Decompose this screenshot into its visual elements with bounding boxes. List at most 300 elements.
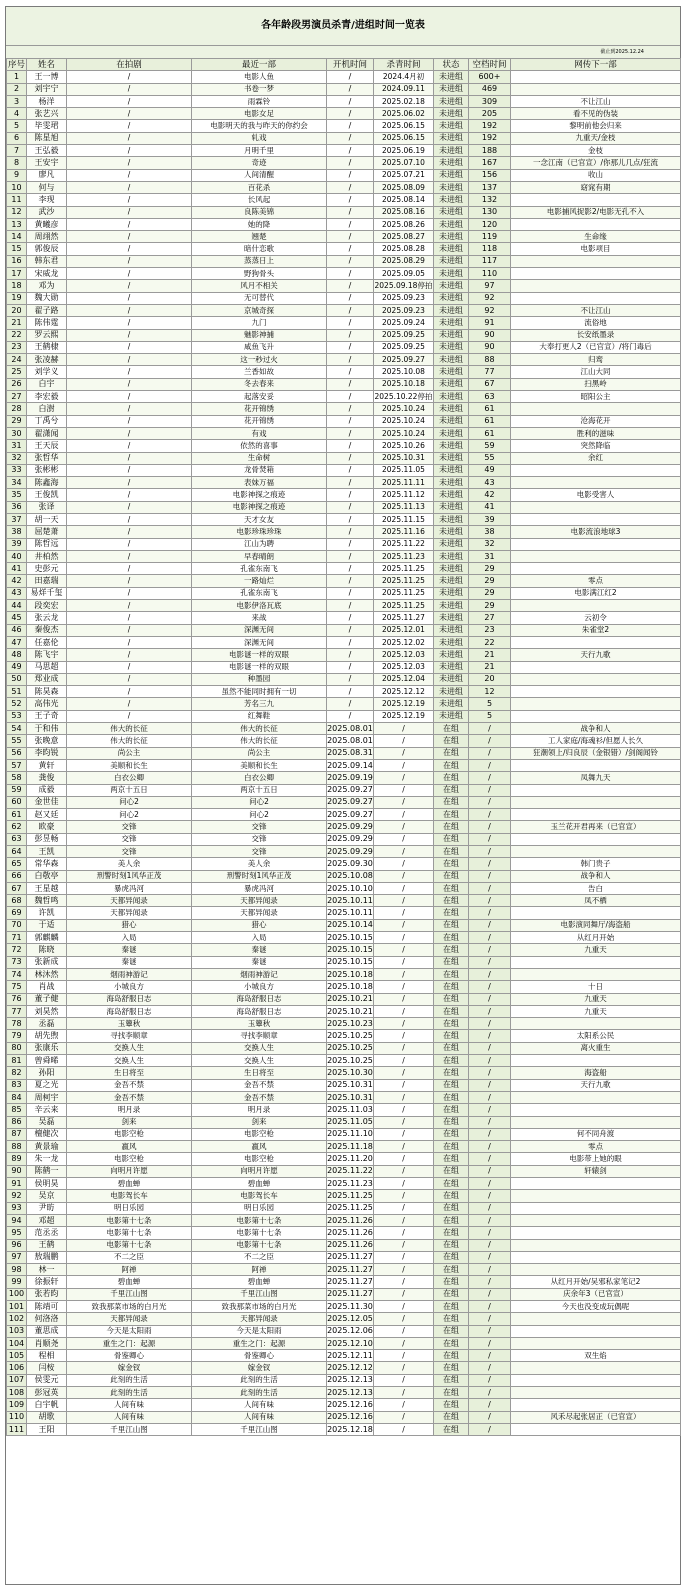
cell-start-date: 2025.10.31 — [327, 1091, 374, 1103]
cell-index: 78 — [7, 1018, 27, 1030]
cell-filming: / — [67, 427, 192, 439]
cell-filming: / — [67, 280, 192, 292]
cell-status: 未进组 — [434, 661, 469, 673]
cell-status: 未进组 — [434, 686, 469, 698]
cell-status: 在组 — [434, 759, 469, 771]
cell-status: 在组 — [434, 1227, 469, 1239]
cell-next-project — [511, 477, 681, 489]
cell-name: 井柏然 — [27, 550, 67, 562]
cell-next-project — [511, 1018, 681, 1030]
cell-wrap-date: / — [374, 1104, 434, 1116]
cell-filming: / — [67, 513, 192, 525]
cell-start-date: / — [327, 83, 374, 95]
cell-next-project: 天行九歌 — [511, 1079, 681, 1091]
cell-index: 24 — [7, 354, 27, 366]
table-row — [7, 243, 681, 255]
cell-gap: / — [469, 919, 511, 931]
table-row — [7, 1251, 681, 1263]
table-row — [7, 1178, 681, 1190]
cell-name: 魏哲鸣 — [27, 895, 67, 907]
cell-latest: 海岛舒服日志 — [192, 1005, 327, 1017]
cell-latest: 两京十五日 — [192, 784, 327, 796]
cell-status: 未进组 — [434, 600, 469, 612]
cell-index: 103 — [7, 1325, 27, 1337]
cell-next-project: 离火重生 — [511, 1042, 681, 1054]
cell-start-date: 2025.12.16 — [327, 1399, 374, 1411]
cell-wrap-date: 2025.12.01 — [374, 624, 434, 636]
sheet-title: 各年龄段男演员杀青/进组时间一览表 — [6, 7, 680, 46]
cell-filming: 碧血蝉 — [67, 1276, 192, 1288]
cell-wrap-date: / — [374, 1313, 434, 1325]
cell-gap: 32 — [469, 538, 511, 550]
cell-latest: 骨鉴卿心 — [192, 1350, 327, 1362]
table-row — [7, 587, 681, 599]
cell-status: 在组 — [434, 1423, 469, 1435]
cell-index: 25 — [7, 366, 27, 378]
cell-filming: / — [67, 673, 192, 685]
table-row — [7, 538, 681, 550]
cell-wrap-date: / — [374, 858, 434, 870]
cell-filming: 骨鉴卿心 — [67, 1350, 192, 1362]
header-latest: 最近一部 — [192, 59, 327, 71]
cell-latest: 明日乐园 — [192, 1202, 327, 1214]
cell-latest: 风月不相关 — [192, 280, 327, 292]
cell-latest: 此刻的生活 — [192, 1374, 327, 1386]
cell-filming: / — [67, 636, 192, 648]
cell-name: 董思成 — [27, 1325, 67, 1337]
table-row — [7, 710, 681, 722]
cell-next-project — [511, 218, 681, 230]
cell-next-project: 黎明前他会归来 — [511, 120, 681, 132]
cell-wrap-date: 2025.12.02 — [374, 636, 434, 648]
cell-filming: / — [67, 440, 192, 452]
cell-wrap-date: / — [374, 759, 434, 771]
cell-index: 66 — [7, 870, 27, 882]
cell-latest: 人间清醒 — [192, 169, 327, 181]
cell-wrap-date: 2025.11.25 — [374, 587, 434, 599]
cell-index: 99 — [7, 1276, 27, 1288]
cell-name: 欧豪 — [27, 821, 67, 833]
cell-wrap-date: / — [374, 846, 434, 858]
cell-name: 王星越 — [27, 882, 67, 894]
cell-name: 李昀锐 — [27, 747, 67, 759]
cell-latest: 生日将至 — [192, 1067, 327, 1079]
cell-name: 尹昉 — [27, 1202, 67, 1214]
cell-latest: 碧血蝉 — [192, 1178, 327, 1190]
cell-name: 朱一龙 — [27, 1153, 67, 1165]
table-row — [7, 636, 681, 648]
cell-index: 35 — [7, 489, 27, 501]
cell-gap: / — [469, 1300, 511, 1312]
cell-name: 常华森 — [27, 858, 67, 870]
cell-next-project — [511, 698, 681, 710]
cell-latest: 电影谜一样的双眼 — [192, 649, 327, 661]
cell-status: 未进组 — [434, 329, 469, 341]
cell-filming: 交锋 — [67, 846, 192, 858]
cell-status: 在组 — [434, 919, 469, 931]
cell-latest: 芳名三九 — [192, 698, 327, 710]
cell-name: 王阳 — [27, 1423, 67, 1435]
cell-next-project — [511, 1227, 681, 1239]
cell-gap: / — [469, 1128, 511, 1140]
cell-latest: 蒸蒸日上 — [192, 255, 327, 267]
cell-wrap-date: / — [374, 1276, 434, 1288]
cell-gap: / — [469, 1239, 511, 1251]
cell-status: 在组 — [434, 772, 469, 784]
cell-start-date: / — [327, 612, 374, 624]
cell-latest: 表妹万福 — [192, 477, 327, 489]
cell-status: 在组 — [434, 956, 469, 968]
cell-start-date: 2025.10.18 — [327, 968, 374, 980]
table-row — [7, 1141, 681, 1153]
cell-name: 陈伟霆 — [27, 317, 67, 329]
cell-name: 翟潇闻 — [27, 427, 67, 439]
cell-gap: / — [469, 981, 511, 993]
table-row — [7, 809, 681, 821]
cell-start-date: 2025.10.15 — [327, 944, 374, 956]
cell-next-project — [511, 600, 681, 612]
cell-index: 73 — [7, 956, 27, 968]
cell-index: 63 — [7, 833, 27, 845]
cell-latest: 玉簟秋 — [192, 1018, 327, 1030]
cell-start-date: / — [327, 181, 374, 193]
cell-name: 陈鹤一 — [27, 1165, 67, 1177]
cell-status: 未进组 — [434, 169, 469, 181]
cell-filming: / — [67, 649, 192, 661]
table-row — [7, 858, 681, 870]
cell-name: 张新成 — [27, 956, 67, 968]
cell-gap: / — [469, 759, 511, 771]
cell-filming: 电影第十七条 — [67, 1227, 192, 1239]
cell-filming: 明月录 — [67, 1104, 192, 1116]
cell-name: 张康乐 — [27, 1042, 67, 1054]
cell-start-date: / — [327, 268, 374, 280]
schedule-table — [6, 58, 681, 1436]
cell-latest: 伟大的长征 — [192, 735, 327, 747]
cell-next-project: 窈窕有期 — [511, 181, 681, 193]
cell-next-project — [511, 1337, 681, 1349]
cell-filming: 问心2 — [67, 796, 192, 808]
cell-name: 金世佳 — [27, 796, 67, 808]
cell-status: 在组 — [434, 1018, 469, 1030]
cell-next-project: 收山 — [511, 169, 681, 181]
cell-status: 在组 — [434, 1300, 469, 1312]
table-row — [7, 194, 681, 206]
table-row — [7, 932, 681, 944]
cell-latest: 明月录 — [192, 1104, 327, 1116]
cell-index: 83 — [7, 1079, 27, 1091]
table-row — [7, 612, 681, 624]
cell-start-date: 2025.11.26 — [327, 1239, 374, 1251]
table-row — [7, 145, 681, 157]
cell-gap: 55 — [469, 452, 511, 464]
cell-wrap-date: 2025.06.15 — [374, 132, 434, 144]
cell-start-date: 2025.09.27 — [327, 796, 374, 808]
table-row — [7, 1288, 681, 1300]
cell-gap: 132 — [469, 194, 511, 206]
cell-name: 王子奇 — [27, 710, 67, 722]
cell-gap: / — [469, 1214, 511, 1226]
cell-gap: 49 — [469, 464, 511, 476]
cell-latest: 花开锦绣 — [192, 403, 327, 415]
cell-wrap-date: / — [374, 1362, 434, 1374]
cell-filming: 人间有味 — [67, 1399, 192, 1411]
cell-name: 何与 — [27, 181, 67, 193]
cell-latest: 白衣公卿 — [192, 772, 327, 784]
cell-wrap-date: / — [374, 895, 434, 907]
cell-filming: / — [67, 243, 192, 255]
cell-start-date: 2025.11.27 — [327, 1264, 374, 1276]
cell-next-project — [511, 833, 681, 845]
cell-name: 陈昊森 — [27, 686, 67, 698]
table-row — [7, 870, 681, 882]
cell-latest: 秦谜 — [192, 956, 327, 968]
cell-status: 在组 — [434, 809, 469, 821]
cell-start-date: / — [327, 587, 374, 599]
cell-index: 62 — [7, 821, 27, 833]
table-row — [7, 108, 681, 120]
cell-filming: / — [67, 550, 192, 562]
cell-index: 61 — [7, 809, 27, 821]
cell-next-project: 电影带上她的眼 — [511, 1153, 681, 1165]
cell-next-project — [511, 759, 681, 771]
cell-start-date: / — [327, 145, 374, 157]
cell-index: 71 — [7, 932, 27, 944]
cell-next-project — [511, 1055, 681, 1067]
cell-latest: 野狗骨头 — [192, 268, 327, 280]
cell-status: 在组 — [434, 833, 469, 845]
cell-next-project: 九重天 — [511, 944, 681, 956]
cell-gap: 92 — [469, 292, 511, 304]
cell-start-date: 2025.11.26 — [327, 1227, 374, 1239]
cell-wrap-date: 2025.09.25 — [374, 341, 434, 353]
cell-name: 丁禹兮 — [27, 415, 67, 427]
cell-index: 17 — [7, 268, 27, 280]
cell-wrap-date: / — [374, 907, 434, 919]
cell-next-project — [511, 194, 681, 206]
table-row — [7, 317, 681, 329]
cell-status: 在组 — [434, 1374, 469, 1386]
table-row — [7, 1214, 681, 1226]
cell-start-date: 2025.08.01 — [327, 735, 374, 747]
cell-name: 秦俊杰 — [27, 624, 67, 636]
cell-next-project — [511, 1214, 681, 1226]
cell-gap: 63 — [469, 391, 511, 403]
cell-status: 在组 — [434, 895, 469, 907]
table-row — [7, 993, 681, 1005]
cell-name: 胡一天 — [27, 513, 67, 525]
table-row — [7, 1165, 681, 1177]
cell-filming: / — [67, 169, 192, 181]
cell-filming: 天都异闻录 — [67, 907, 192, 919]
cell-gap: 137 — [469, 181, 511, 193]
cell-status: 在组 — [434, 747, 469, 759]
cell-next-project: 余红 — [511, 452, 681, 464]
cell-gap: / — [469, 846, 511, 858]
cell-gap: / — [469, 821, 511, 833]
cell-start-date: 2025.12.13 — [327, 1387, 374, 1399]
cell-start-date: / — [327, 427, 374, 439]
cell-next-project: 胜利的滋味 — [511, 427, 681, 439]
cell-wrap-date: / — [374, 784, 434, 796]
cell-latest: 致我那菜市场的白月光 — [192, 1300, 327, 1312]
cell-status: 未进组 — [434, 108, 469, 120]
table-row — [7, 268, 681, 280]
cell-next-project: 生命缘 — [511, 231, 681, 243]
cell-start-date: / — [327, 526, 374, 538]
cell-index: 12 — [7, 206, 27, 218]
cell-name: 王鹤棣 — [27, 341, 67, 353]
cell-start-date: 2025.09.14 — [327, 759, 374, 771]
cell-status: 在组 — [434, 981, 469, 993]
cell-status: 未进组 — [434, 612, 469, 624]
cell-index: 76 — [7, 993, 27, 1005]
cell-filming: 秦谜 — [67, 956, 192, 968]
cell-start-date: 2025.11.18 — [327, 1141, 374, 1153]
table-row — [7, 846, 681, 858]
cell-index: 101 — [7, 1300, 27, 1312]
cell-latest: 秦谜 — [192, 944, 327, 956]
cell-filming: / — [67, 698, 192, 710]
cell-index: 51 — [7, 686, 27, 698]
cell-start-date: / — [327, 600, 374, 612]
cell-name: 徐振轩 — [27, 1276, 67, 1288]
cell-index: 98 — [7, 1264, 27, 1276]
cell-name: 敖瑞鹏 — [27, 1251, 67, 1263]
table-row — [7, 1030, 681, 1042]
table-row — [7, 403, 681, 415]
cell-latest: 暴虎冯河 — [192, 882, 327, 894]
cell-next-project: 从红月开始 — [511, 932, 681, 944]
cell-status: 未进组 — [434, 391, 469, 403]
cell-wrap-date: 2025.06.15 — [374, 120, 434, 132]
cell-next-project: 电影捕风捉影2/电影无孔不入 — [511, 206, 681, 218]
cell-index: 46 — [7, 624, 27, 636]
cell-index: 90 — [7, 1165, 27, 1177]
cell-filming: 电影第十七条 — [67, 1239, 192, 1251]
cell-gap: 21 — [469, 649, 511, 661]
cell-filming: 今天是太阳雨 — [67, 1325, 192, 1337]
cell-filming: / — [67, 587, 192, 599]
cell-name: 张凌赫 — [27, 354, 67, 366]
table-row — [7, 513, 681, 525]
cell-index: 110 — [7, 1411, 27, 1423]
cell-gap: 29 — [469, 575, 511, 587]
cell-status: 未进组 — [434, 206, 469, 218]
cell-status: 在组 — [434, 1399, 469, 1411]
cell-wrap-date: 2025.08.29 — [374, 255, 434, 267]
cell-gap: / — [469, 1227, 511, 1239]
table-row — [7, 772, 681, 784]
cell-start-date: 2025.11.27 — [327, 1288, 374, 1300]
cell-filming: 千里江山图 — [67, 1288, 192, 1300]
cell-index: 59 — [7, 784, 27, 796]
cell-filming: 嫁金钗 — [67, 1362, 192, 1374]
table-row — [7, 181, 681, 193]
cell-start-date: 2025.11.05 — [327, 1116, 374, 1128]
cell-next-project: 狂潮领上/归良辰（金银错）/剑阁闻铃 — [511, 747, 681, 759]
cell-latest: 翘楚 — [192, 231, 327, 243]
cell-filming: 小城良方 — [67, 981, 192, 993]
cell-wrap-date: / — [374, 1005, 434, 1017]
cell-start-date: / — [327, 95, 374, 107]
cell-status: 在组 — [434, 1350, 469, 1362]
cell-filming: / — [67, 661, 192, 673]
cell-next-project — [511, 1239, 681, 1251]
cell-name: 肖战 — [27, 981, 67, 993]
cell-index: 45 — [7, 612, 27, 624]
cell-next-project: 海盗船 — [511, 1067, 681, 1079]
cell-start-date: / — [327, 513, 374, 525]
cell-filming: / — [67, 391, 192, 403]
cell-index: 55 — [7, 735, 27, 747]
cell-wrap-date: / — [374, 1374, 434, 1386]
cell-wrap-date: 2025.11.22 — [374, 538, 434, 550]
cell-name: 彭冠英 — [27, 1387, 67, 1399]
cell-wrap-date: / — [374, 723, 434, 735]
header-name: 姓名 — [27, 59, 67, 71]
cell-status: 在组 — [434, 735, 469, 747]
cell-start-date: 2025.10.10 — [327, 882, 374, 894]
cell-latest: 烟雨神游记 — [192, 968, 327, 980]
table-row — [7, 575, 681, 587]
cell-gap: / — [469, 1264, 511, 1276]
cell-latest: 深渊无间 — [192, 636, 327, 648]
cell-filming: 金吾不禁 — [67, 1091, 192, 1103]
cell-status: 未进组 — [434, 464, 469, 476]
cell-gap: 12 — [469, 686, 511, 698]
cell-start-date: / — [327, 415, 374, 427]
cell-filming: / — [67, 489, 192, 501]
cell-gap: / — [469, 993, 511, 1005]
cell-filming: / — [67, 366, 192, 378]
cell-start-date: 2025.09.29 — [327, 821, 374, 833]
cell-name: 黄轩 — [27, 759, 67, 771]
table-row — [7, 452, 681, 464]
table-row — [7, 624, 681, 636]
cell-start-date: / — [327, 710, 374, 722]
header-status: 状态 — [434, 59, 469, 71]
cell-next-project — [511, 550, 681, 562]
cell-status: 在组 — [434, 1104, 469, 1116]
cell-wrap-date: / — [374, 1178, 434, 1190]
cell-name: 夏之光 — [27, 1079, 67, 1091]
cell-latest: 千里江山图 — [192, 1423, 327, 1435]
cell-latest: 孔雀东南飞 — [192, 587, 327, 599]
table-row — [7, 1387, 681, 1399]
cell-wrap-date: / — [374, 956, 434, 968]
cell-gap: 92 — [469, 304, 511, 316]
cell-wrap-date: / — [374, 772, 434, 784]
cell-index: 96 — [7, 1239, 27, 1251]
table-row — [7, 796, 681, 808]
cell-name: 武沙 — [27, 206, 67, 218]
cell-name: 屈楚萧 — [27, 526, 67, 538]
cell-wrap-date: / — [374, 809, 434, 821]
cell-gap: / — [469, 1387, 511, 1399]
table-row — [7, 919, 681, 931]
cell-name: 张晚意 — [27, 735, 67, 747]
cell-wrap-date: 2025.09.27 — [374, 354, 434, 366]
cell-wrap-date: / — [374, 1091, 434, 1103]
cell-status: 未进组 — [434, 304, 469, 316]
table-row — [7, 895, 681, 907]
cell-wrap-date: / — [374, 1030, 434, 1042]
cell-next-project: 轩辕剑 — [511, 1165, 681, 1177]
cell-wrap-date: 2024.09.11 — [374, 83, 434, 95]
cell-latest: 种墨园 — [192, 673, 327, 685]
cell-latest: 百花杀 — [192, 181, 327, 193]
